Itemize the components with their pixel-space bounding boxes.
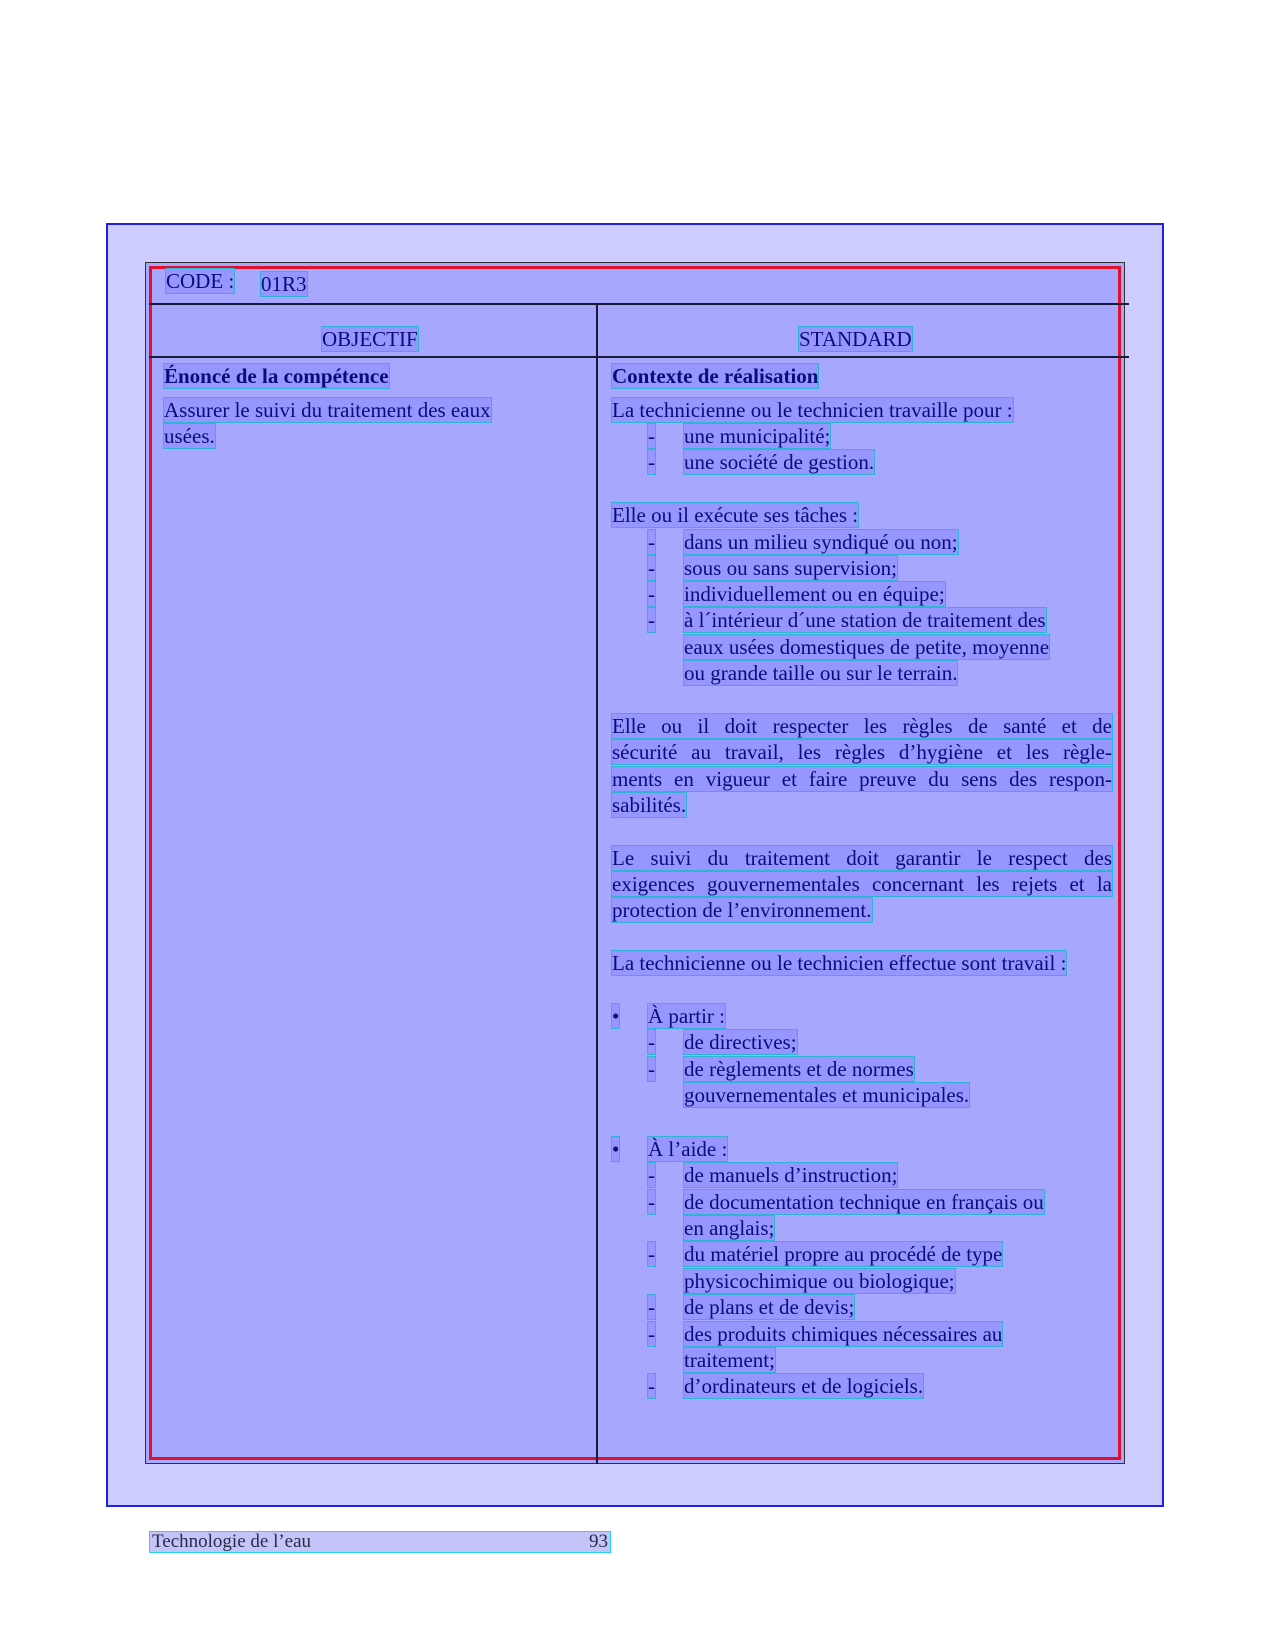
dash-marker: - bbox=[648, 556, 655, 580]
dash-marker: - bbox=[648, 1322, 655, 1346]
employer-item: une société de gestion. bbox=[684, 450, 875, 474]
safety-paragraph-line: sabilités. bbox=[612, 793, 687, 817]
competence-title: Énoncé de la compétence bbox=[164, 364, 389, 388]
context-title: Contexte de réalisation bbox=[612, 364, 819, 388]
task-item: à l´intérieur d´une station de traitement des bbox=[684, 608, 1046, 632]
competence-line: usées. bbox=[164, 424, 215, 448]
tasks-intro: Elle ou il exécute ses tâches : bbox=[612, 503, 859, 527]
task-item: sous ou sans supervision; bbox=[684, 556, 897, 580]
standard-header: STANDARD bbox=[799, 327, 912, 351]
alaide-item: des produits chimiques nécessaires au bbox=[684, 1322, 1003, 1346]
competence-line: Assurer le suivi du traitement des eaux bbox=[164, 398, 491, 422]
alaide-item: de manuels d’instruction; bbox=[684, 1163, 898, 1187]
alaide-item-continued: physicochimique ou biologique; bbox=[684, 1269, 955, 1293]
footer-title: Technologie de l’eau bbox=[152, 1531, 312, 1552]
apartir-label: À partir : bbox=[648, 1004, 725, 1028]
code-label: CODE : bbox=[166, 269, 235, 293]
compliance-paragraph-line: Le suivi du traitement doit garantir le respect des bbox=[612, 846, 1112, 870]
employer-intro: La technicienne ou le technicien travaille pour : bbox=[612, 398, 1013, 422]
alaide-label: À l’aide : bbox=[648, 1137, 728, 1161]
apartir-item-continued: gouvernementales et municipales. bbox=[684, 1083, 970, 1107]
row-divider bbox=[149, 356, 1129, 358]
objectif-header: OBJECTIF bbox=[322, 327, 418, 351]
safety-paragraph-line: Elle ou il doit respecter les règles de santé et de bbox=[612, 714, 1112, 738]
dash-marker: - bbox=[648, 1374, 655, 1398]
dash-marker: - bbox=[648, 1030, 655, 1054]
work-intro: La technicienne ou le technicien effectue sont travail : bbox=[612, 951, 1067, 975]
bullet-marker: • bbox=[612, 1004, 620, 1028]
alaide-item-continued: traitement; bbox=[684, 1348, 775, 1372]
column-divider bbox=[596, 303, 598, 1464]
code-value: 01R3 bbox=[261, 272, 307, 296]
alaide-item-continued: en anglais; bbox=[684, 1216, 775, 1240]
alaide-item: de plans et de devis; bbox=[684, 1295, 855, 1319]
dash-marker: - bbox=[648, 1057, 655, 1081]
compliance-paragraph-line: exigences gouvernementales concernant les rejets et la bbox=[612, 872, 1112, 896]
dash-marker: - bbox=[648, 530, 655, 554]
page-number: 93 bbox=[589, 1531, 608, 1552]
task-item: dans un milieu syndiqué ou non; bbox=[684, 530, 958, 554]
dash-marker: - bbox=[648, 450, 655, 474]
dash-marker: - bbox=[648, 1190, 655, 1214]
dash-marker: - bbox=[648, 1163, 655, 1187]
alaide-item: du matériel propre au procédé de type bbox=[684, 1242, 1003, 1266]
row-divider bbox=[149, 303, 1129, 305]
dash-marker: - bbox=[648, 424, 655, 448]
dash-marker: - bbox=[648, 1242, 655, 1266]
bullet-marker: • bbox=[612, 1137, 620, 1161]
apartir-item: de règlements et de normes bbox=[684, 1057, 914, 1081]
dash-marker: - bbox=[648, 1295, 655, 1319]
safety-paragraph-line: sécurité au travail, les règles d’hygiène et les règle- bbox=[612, 740, 1112, 764]
task-item: individuellement ou en équipe; bbox=[684, 582, 945, 606]
compliance-paragraph-line: protection de l’environnement. bbox=[612, 898, 872, 922]
dash-marker: - bbox=[648, 608, 655, 632]
safety-paragraph-line: ments en vigueur et faire preuve du sens des respon- bbox=[612, 767, 1112, 791]
dash-marker: - bbox=[648, 582, 655, 606]
apartir-item: de directives; bbox=[684, 1030, 797, 1054]
task-item-continued: eaux usées domestiques de petite, moyenne bbox=[684, 635, 1050, 659]
alaide-item: de documentation technique en français ou bbox=[684, 1190, 1044, 1214]
task-item-continued: ou grande taille ou sur le terrain. bbox=[684, 661, 958, 685]
employer-item: une municipalité; bbox=[684, 424, 831, 448]
alaide-item: d’ordinateurs et de logiciels. bbox=[684, 1374, 924, 1398]
